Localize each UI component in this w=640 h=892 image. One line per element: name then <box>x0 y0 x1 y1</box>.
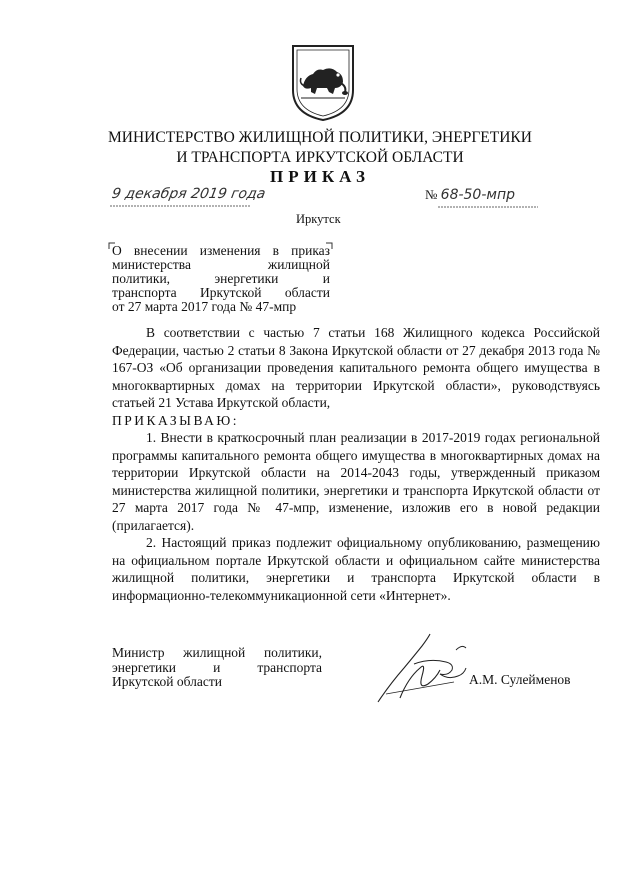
item-1-paragraph: 1. Внести в краткосрочный план реализации в 2017-2019 годах региональной программы капитального ремонта общего имущества в многоквартирных домах на территории Иркутской области на 2014-2043 годы, утвержденный приказом министерства жилищной политики, энергетики и транспорта Иркутской области от 27 марта 2017 года № 47-мпр, изменение, изложив его в новой редакции (прилагается). <box>112 430 600 533</box>
handwritten-signature <box>370 628 490 708</box>
ministry-line-2: И ТРАНСПОРТА ИРКУТСКОЙ ОБЛАСТИ <box>176 149 464 166</box>
subject-line: министерства жилищной <box>112 257 330 272</box>
subject-block <box>112 244 330 314</box>
signatory-title-line: энергетики и транспорта <box>112 659 322 675</box>
item-2-paragraph: 2. Настоящий приказ подлежит официальному опубликованию, размещению на официальном портале Иркутской области и официальном сайте министерства жилищной политики, энергетики и транспорта Иркутской области в информационно-телекоммуникационной сети «Интернет». <box>112 535 600 603</box>
signatory-title-line: Министр жилищной политики, <box>112 645 322 660</box>
signatory-title-line: Иркутской области <box>112 674 223 689</box>
number-underline <box>438 205 538 209</box>
ministry-line-1: МИНИСТЕРСТВО ЖИЛИЩНОЙ ПОЛИТИКИ, ЭНЕРГЕТИКИ <box>108 129 532 146</box>
subject-line: О внесении изменения в приказ <box>112 243 330 258</box>
coat-of-arms-icon <box>287 42 359 122</box>
signatory-name: А.М. Сулейменов <box>469 672 571 687</box>
document-type-title: ПРИКАЗ <box>270 167 370 186</box>
order-number <box>425 187 515 203</box>
handwritten-date: 9 декабря 2019 года <box>110 186 267 202</box>
date-underline <box>110 204 250 208</box>
order-body <box>112 324 600 604</box>
preamble-paragraph: В соответствии с частью 7 статьи 168 Жилищного кодекса Российской Федерации, частью 2 статьи 8 Закона Иркутской области от 27 декабря 2013 года № 167-ОЗ «Об организации проведения капитального ремонта общего имущества в многоквартирных домах на территории Иркутской области», руководствуясь статьей 21 Устава Иркутской области, <box>112 325 600 410</box>
city: Иркутск <box>296 212 341 226</box>
subject-corner-left <box>108 242 116 250</box>
ministry-name <box>60 128 580 168</box>
handwritten-number: 68-50-мпр <box>440 187 515 203</box>
subject-line: транспорта Иркутской области <box>112 285 330 300</box>
subject-corner-right <box>325 242 333 250</box>
signatory-title <box>112 646 322 690</box>
directive-word: ПРИКАЗЫВАЮ: <box>112 412 239 428</box>
subject-line: политики, энергетики и <box>112 271 330 286</box>
number-prefix: № <box>425 187 438 202</box>
subject-line: от 27 марта 2017 года № 47-мпр <box>112 299 297 314</box>
